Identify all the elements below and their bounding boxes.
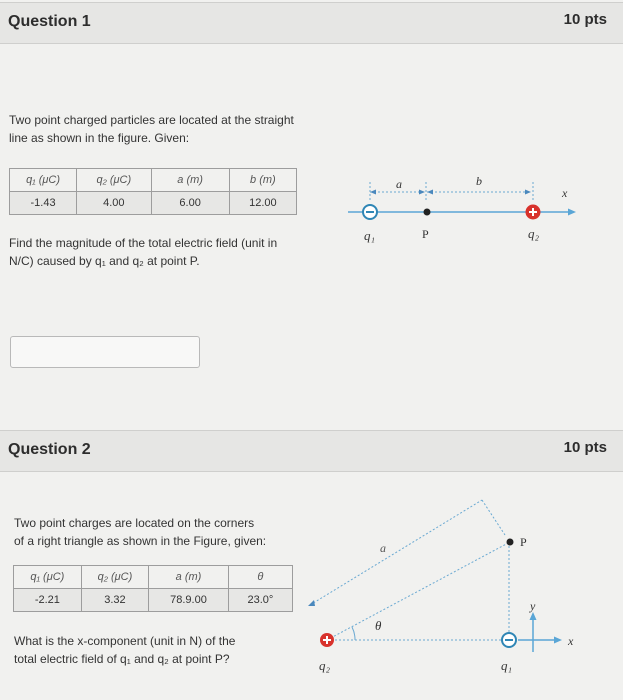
table-header-cell: q₁ (μC) [10,169,77,192]
arrow-head [419,190,425,195]
label-a: a [380,541,386,555]
dimension-a-line [310,500,482,605]
question-1-text-line2: line as shown in the figure. Given: [9,131,190,145]
table-header-cell: b (m) [229,169,296,192]
arrow-head [525,190,531,195]
question-1-prompt-line2: N/C) caused by q₁ and q₂ at point P. [9,254,200,268]
question-1-title: Question 1 [8,13,91,30]
question-1-text [9,111,294,147]
question-1-header [0,2,623,44]
question-2-points: 10 pts [563,439,607,456]
question-2-text [14,514,266,550]
table-cell: 4.00 [77,192,151,215]
table-header-cell: q₂ (μC) [77,169,151,192]
table-cell: 23.0° [228,589,292,612]
table-header-row [10,169,297,192]
label-x-axis: x [562,186,568,200]
table-cell: 78.9.00 [149,589,229,612]
question-1-text-line1: Two point charged particles are located at the straight [9,113,294,127]
arrow-head [427,190,433,195]
question-1-prompt-line1: Find the magnitude of the total electric field (unit in [9,236,278,250]
table-header-cell: q₁ (μC) [14,566,82,589]
question-2-prompt-line2: total electric field of q₁ and q₂ at point P? [14,652,230,666]
question-1-values-table [9,168,297,215]
question-2-title: Question 2 [8,441,91,458]
table-cell: 6.00 [151,192,229,215]
label-q2: q₂ [319,658,331,673]
label-a: a [396,177,402,191]
table-header-cell: a (m) [151,169,229,192]
question-2-text-line1: Two point charges are located on the corners [14,516,255,530]
label-p: P [422,227,429,241]
label-q1: q₁ [501,658,513,673]
question-2-text-line2: of a right triangle as shown in the Figure, given: [14,534,267,548]
table-cell: 3.32 [81,589,148,612]
question-2-figure [300,490,600,690]
question-1-points: 10 pts [563,11,607,28]
point-p-marker [507,539,514,546]
y-axis-arrow [530,612,537,620]
table-cell: -1.43 [10,192,77,215]
table-header-cell: q₂ (μC) [81,566,148,589]
table-row [10,192,297,215]
x-axis-arrow [568,209,576,216]
label-q1: q₁ [364,228,376,243]
angle-arc [352,627,355,640]
question-2-prompt-line1: What is the x-component (unit in N) of the [14,634,236,648]
table-row [14,589,293,612]
question-2-header [0,430,623,472]
guide-line [482,500,505,535]
question-1-prompt [9,234,277,270]
question-2-prompt [14,632,235,668]
x-axis-arrow [554,637,562,644]
table-cell: 12.00 [229,192,296,215]
label-theta: θ [375,618,382,633]
question-1-figure [330,160,610,250]
label-b: b [476,174,482,188]
table-cell: -2.21 [14,589,82,612]
arrow-head [308,600,315,606]
table-header-cell: θ [228,566,292,589]
question-2-values-table [13,565,293,612]
point-p-marker [424,209,431,216]
label-x-axis: x [568,634,574,648]
arrow-head [370,190,376,195]
label-y-axis: y [530,599,536,613]
question-1-answer-input[interactable] [10,336,200,368]
hypotenuse-line [327,542,510,640]
table-header-row [14,566,293,589]
table-header-cell: a (m) [149,566,229,589]
label-q2: q₂ [528,226,540,241]
label-p: P [520,535,527,549]
